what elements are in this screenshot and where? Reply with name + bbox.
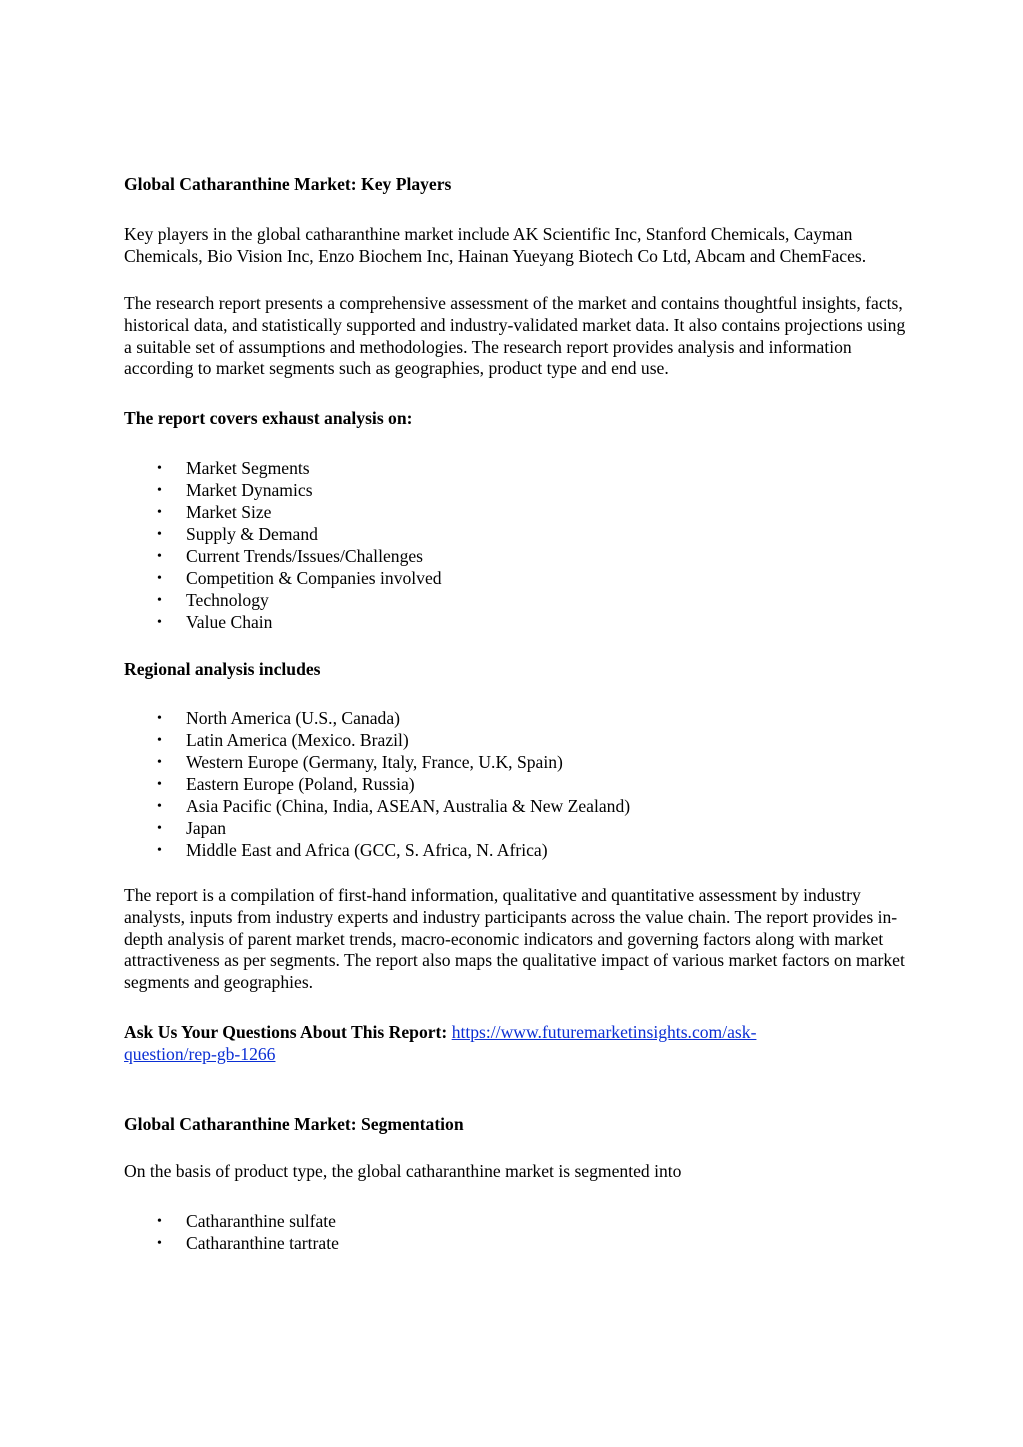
list-item [124, 752, 914, 774]
regional-heading: Regional analysis includes [124, 658, 321, 679]
bullet-icon: • [157, 842, 162, 858]
list-item [124, 524, 914, 546]
list-item [124, 568, 914, 590]
list-item-label: Catharanthine sulfate [186, 1210, 336, 1231]
list-item-label: Middle East and Africa (GCC, S. Africa, N. Africa) [186, 839, 548, 860]
list-item [124, 818, 914, 840]
list-item [124, 1211, 914, 1233]
bullet-icon: • [157, 548, 162, 564]
list-item [124, 796, 914, 818]
bullet-icon: • [157, 1235, 162, 1251]
list-item-label: Market Dynamics [186, 480, 313, 501]
list-item [124, 458, 914, 480]
bullet-icon: • [157, 461, 162, 477]
bullet-icon: • [157, 614, 162, 630]
list-item-label: Current Trends/Issues/Challenges [186, 545, 424, 566]
list-item [124, 546, 914, 568]
ask-question-label: Ask Us Your Questions About This Report: [124, 1022, 448, 1043]
list-item-label: Market Size [186, 502, 272, 523]
list-item-label: Catharanthine tartrate [186, 1232, 339, 1253]
list-item [124, 774, 914, 796]
list-item-label: Market Segments [186, 458, 310, 479]
list-item-label: Latin America (Mexico. Brazil) [186, 730, 409, 751]
research-paragraph: The research report presents a comprehensive assessment of the market and contains thoughtful insights, facts, historical data, and statistically supported and industry-validated market data. It also contains projections using a suitable set of assumptions and methodologies. The research report provides analysis and information according to market segments such as geographies, product type and end use. [124, 292, 906, 379]
bullet-icon: • [157, 505, 162, 521]
list-item [124, 502, 914, 524]
list-item-label: North America (U.S., Canada) [186, 708, 400, 729]
list-item-label: Western Europe (Germany, Italy, France, U.K, Spain) [186, 752, 563, 773]
bullet-icon: • [157, 755, 162, 771]
ask-question-line [124, 1022, 914, 1066]
bullet-icon: • [157, 592, 162, 608]
document-page [124, 174, 914, 1255]
ask-question-link-line2: question/rep-gb-1266 [124, 1044, 276, 1065]
bullet-icon: • [157, 799, 162, 815]
list-item-label: Technology [186, 589, 269, 610]
key-players-paragraph: Key players in the global catharanthine market include AK Scientific Inc, Stanford Chemicals, Cayman Chemicals, Bio Vision Inc, Enzo Biochem Inc, Hainan Yueyang Biotech Co Ltd, Abcam and ChemFaces. [124, 223, 867, 266]
coverage-heading: The report covers exhaust analysis on: [124, 408, 413, 429]
bullet-icon: • [157, 570, 162, 586]
list-item [124, 840, 914, 862]
list-item-label: Japan [186, 817, 227, 838]
segmentation-paragraph: On the basis of product type, the global catharanthine market is segmented into [124, 1161, 682, 1181]
coverage-list [124, 458, 914, 633]
bullet-icon: • [157, 777, 162, 793]
ask-question-link-line1: https://www.futuremarketinsights.com/ask- [451, 1022, 757, 1043]
segmentation-heading: Global Catharanthine Market: Segmentation [124, 1114, 464, 1135]
list-item-label: Eastern Europe (Poland, Russia) [186, 774, 415, 795]
list-item [124, 480, 914, 502]
list-item [124, 1233, 914, 1255]
bullet-icon: • [157, 733, 162, 749]
bullet-icon: • [157, 711, 162, 727]
list-item [124, 612, 914, 634]
list-item-label: Asia Pacific (China, India, ASEAN, Australia & New Zealand) [186, 796, 631, 817]
segmentation-list [124, 1211, 914, 1255]
bullet-icon: • [157, 820, 162, 836]
regional-list [124, 708, 914, 861]
list-item-label: Value Chain [186, 611, 273, 632]
compilation-paragraph: The report is a compilation of first-hand information, qualitative and quantitative assessment by industry analysts, inputs from industry experts and industry participants across the value chain. The report provides in-depth analysis of parent market trends, macro-economic indicators and governing factors along with market attractiveness as per segments. The report also maps the qualitative impact of various market factors on market segments and geographies. [124, 884, 905, 993]
list-item [124, 708, 914, 730]
list-item-label: Supply & Demand [186, 523, 318, 544]
list-item [124, 730, 914, 752]
key-players-heading: Global Catharanthine Market: Key Players [124, 174, 452, 194]
list-item [124, 590, 914, 612]
bullet-icon: • [157, 526, 162, 542]
bullet-icon: • [157, 483, 162, 499]
list-item-label: Competition & Companies involved [186, 567, 442, 588]
bullet-icon: • [157, 1213, 162, 1229]
